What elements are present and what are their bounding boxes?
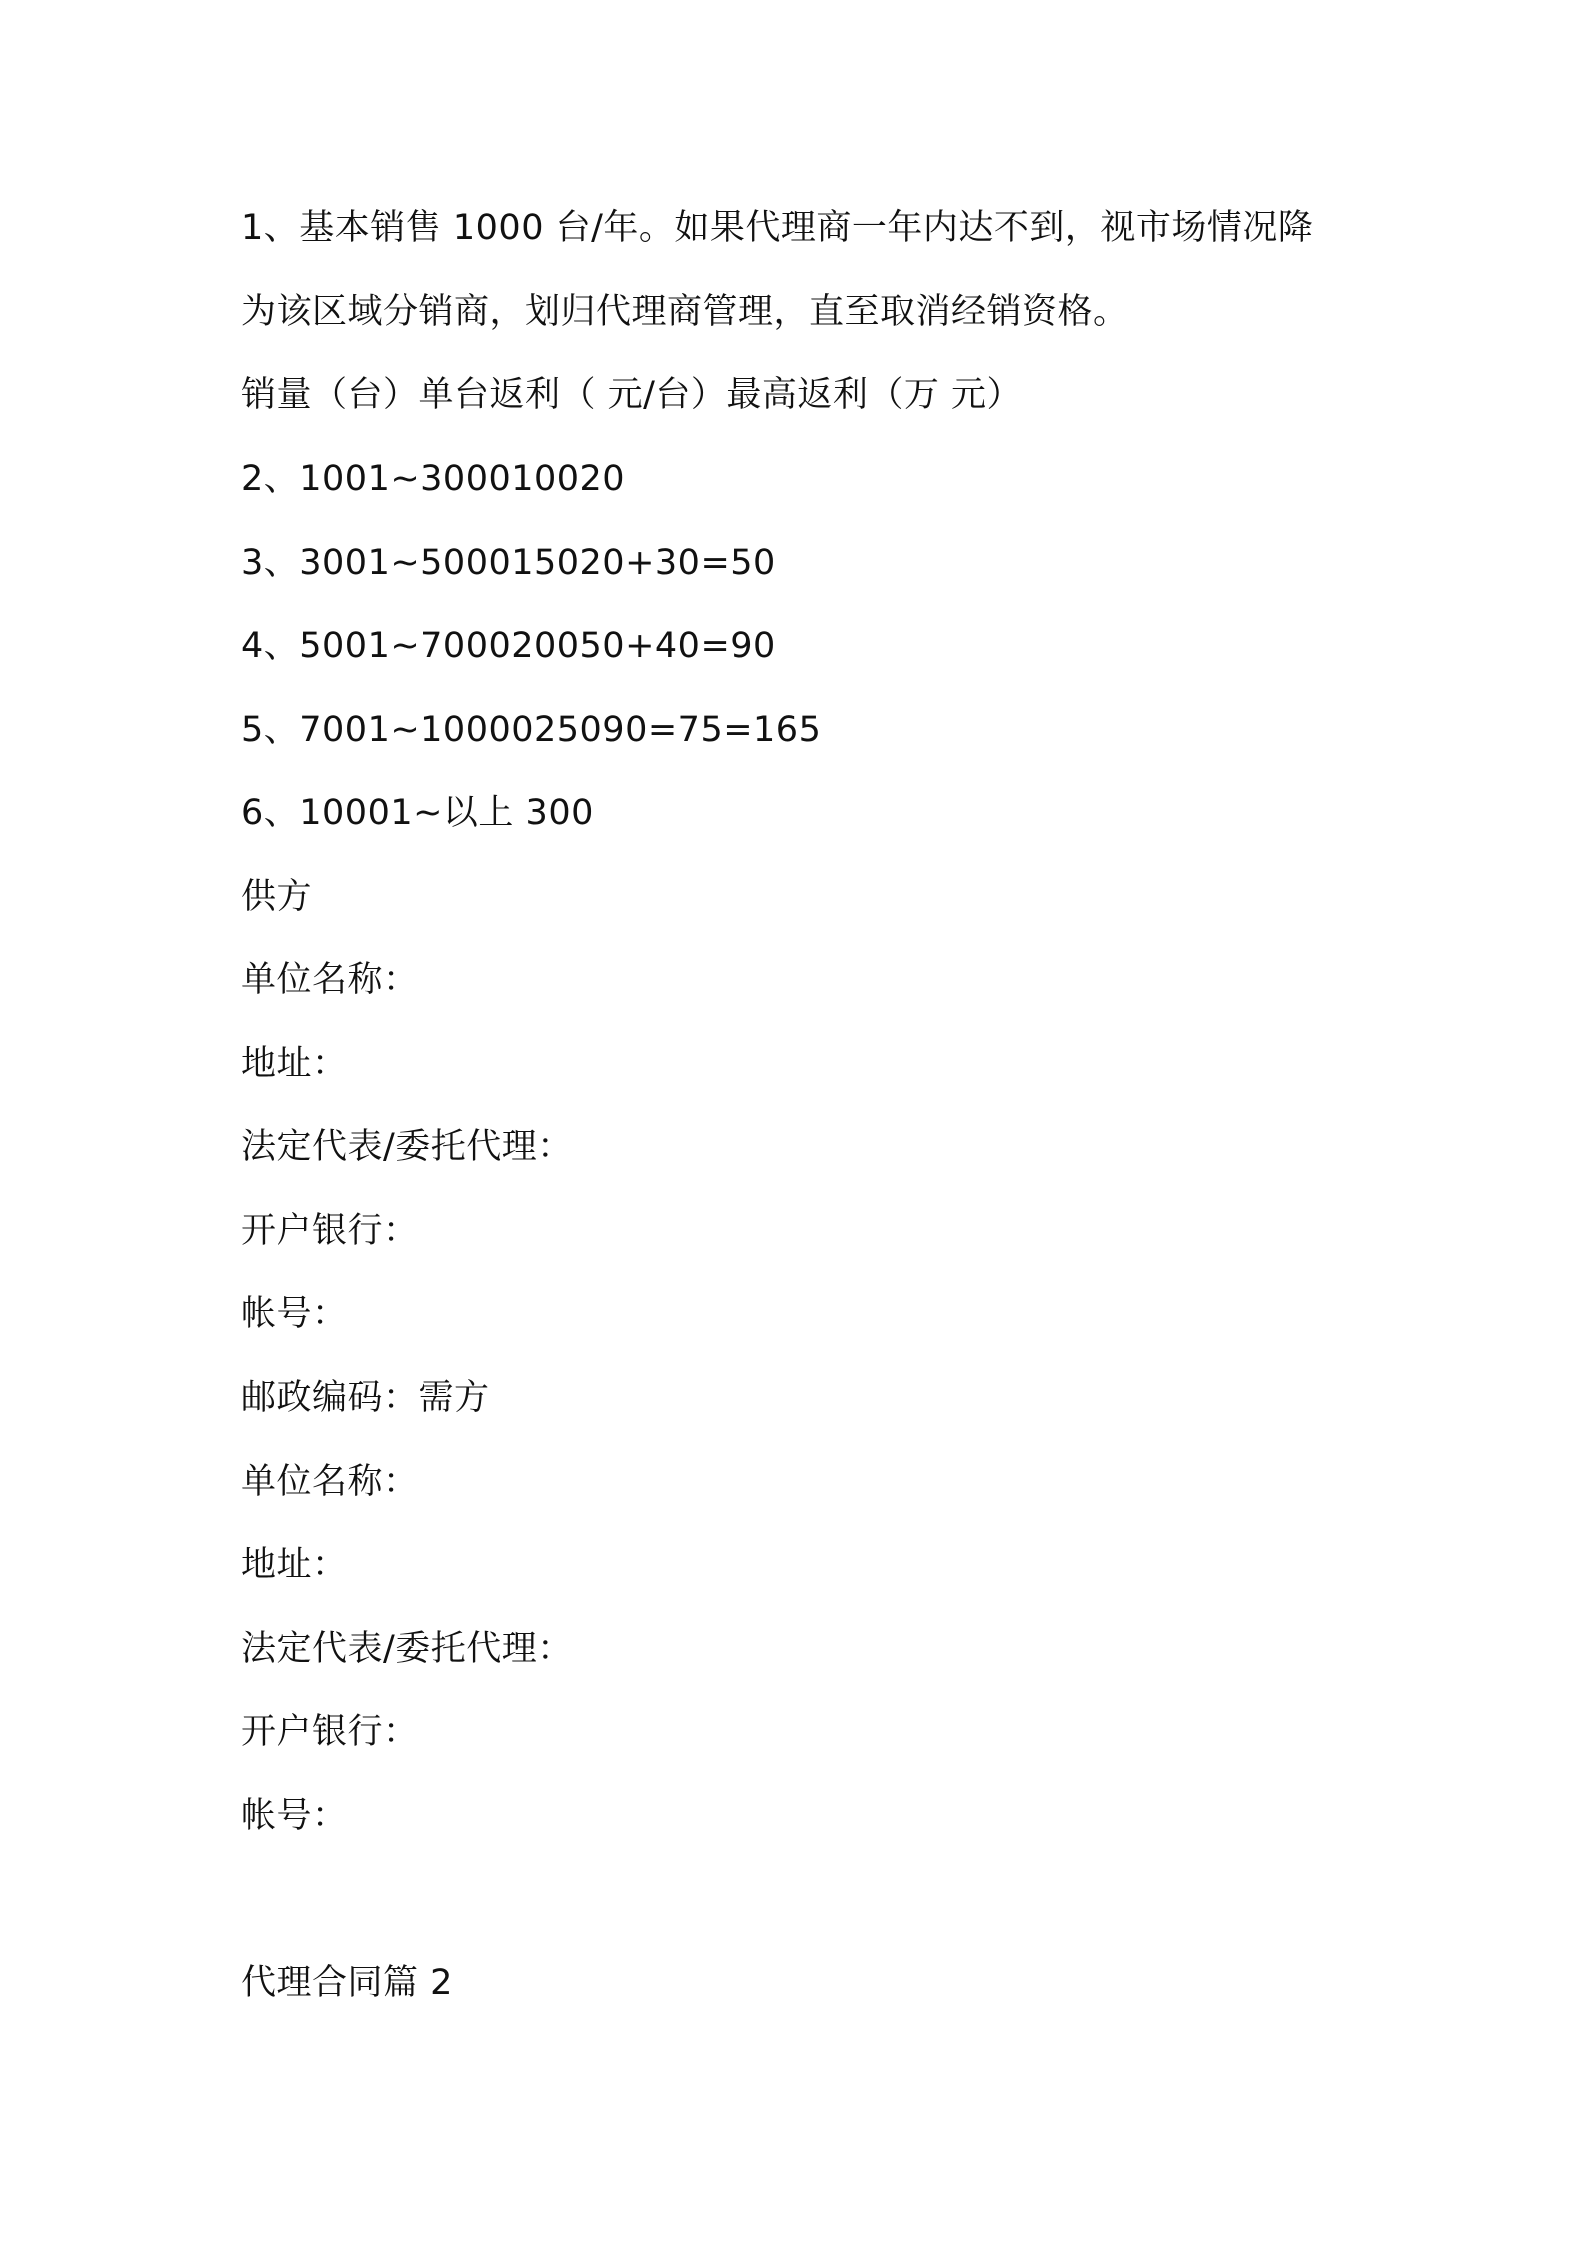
rebate-table-header: 销量（台）单台返利（ 元/台）最高返利（万 元） <box>241 375 1023 415</box>
buyer-account-label: 帐号： <box>241 1796 348 1836</box>
sales-target-paragraph-line-2: 为该区域分销商，划归代理商管理，直至取消经销资格。 <box>241 292 1129 332</box>
supplier-bank-label: 开户银行： <box>241 1211 419 1251</box>
rebate-tier-4: 4、5001~700020050+40=90 <box>241 626 776 666</box>
postal-code-buyer-heading: 邮政编码：需方 <box>241 1378 490 1418</box>
rebate-tier-5: 5、7001~1000025090=75=165 <box>241 710 822 750</box>
section-title-agency-contract-2: 代理合同篇 2 <box>241 1963 453 2003</box>
sales-target-paragraph-line-1: 1、基本销售 1000 台/年。如果代理商一年内达不到，视市场情况降 <box>241 208 1314 248</box>
rebate-tier-6: 6、10001~以上 300 <box>241 793 594 833</box>
supplier-company-name-label: 单位名称： <box>241 960 419 1000</box>
supplier-heading: 供方 <box>241 877 313 917</box>
rebate-tier-2: 2、1001~300010020 <box>241 459 626 499</box>
buyer-company-name-label: 单位名称： <box>241 1462 419 1502</box>
buyer-address-label: 地址： <box>241 1545 348 1585</box>
buyer-bank-label: 开户银行： <box>241 1712 419 1752</box>
rebate-tier-3: 3、3001~500015020+30=50 <box>241 543 776 583</box>
buyer-legal-rep-label: 法定代表/委托代理： <box>241 1629 573 1669</box>
supplier-account-label: 帐号： <box>241 1294 348 1334</box>
supplier-address-label: 地址： <box>241 1044 348 1084</box>
supplier-legal-rep-label: 法定代表/委托代理： <box>241 1127 573 1167</box>
